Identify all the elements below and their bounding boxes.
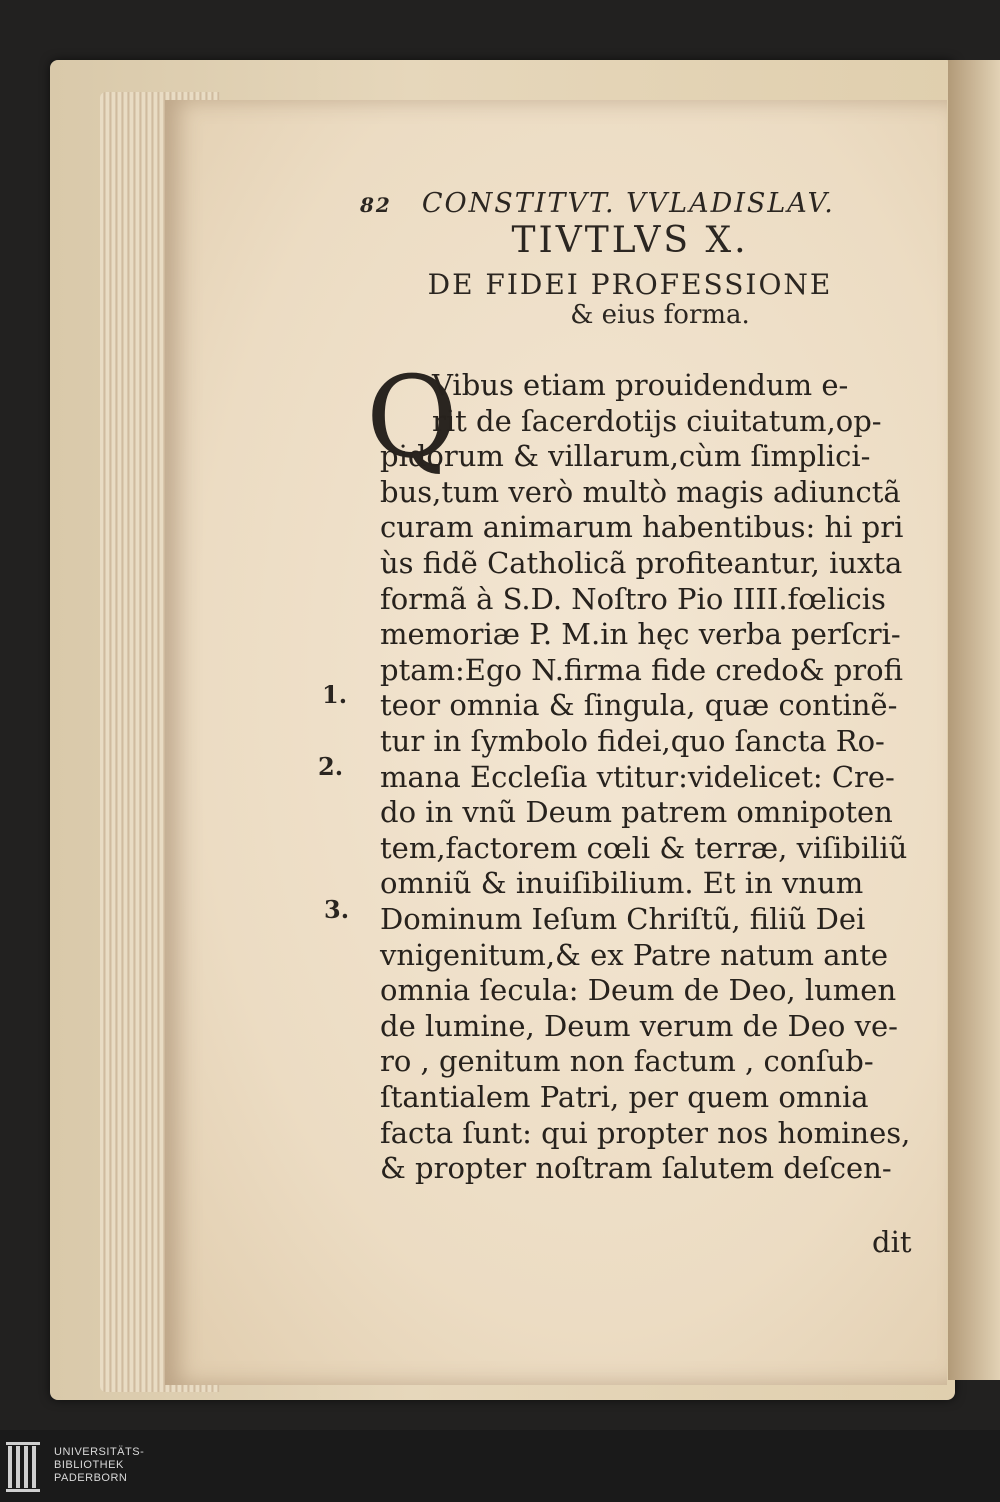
text-line: de lumine, Deum verum de Deo ve- (380, 1008, 898, 1043)
running-head (360, 188, 880, 219)
text-line: do in vnũ Deum patrem omnipoten (380, 795, 893, 830)
logo-text (54, 1446, 144, 1485)
catchword: dit (872, 1225, 912, 1259)
text-line: memoriæ P. M.in hęc verba perſcri- (380, 617, 901, 652)
text-line: ptam:Ego N.firma fide credo& profi (380, 652, 903, 687)
footer-bar (0, 1430, 1000, 1502)
text-line: vnigenitum,& ex Patre natum ante (380, 937, 889, 972)
text-line: ſtantialem Patri, per quem omnia (380, 1080, 869, 1114)
chapter-title: TIVTLVS X. (511, 220, 749, 261)
margin-number: 1. (322, 680, 348, 709)
text-line: ro , genitum non factum , conſub- (380, 1044, 874, 1079)
university-logo-icon (6, 1440, 44, 1495)
text-line: facta ſunt: qui propter nos homines, (380, 1115, 911, 1150)
text-line: & propter noſtram ſalutem deſcen- (380, 1151, 892, 1186)
logo-text-line: PADERBORN (54, 1472, 128, 1484)
chapter-subtitle-line2: & eius forma. (570, 300, 750, 330)
facing-page-edge (948, 60, 1000, 1380)
text-line: curam animarum habentibus: hi pri (380, 510, 904, 545)
text-line: tur in ſymbolo fidei,quo ſancta Ro- (380, 724, 885, 758)
text-line: formã à S.D. Noſtro Pio IIII.fœlicis (380, 581, 886, 616)
text-line: omniũ & inuiſibilium. Et in vnum (380, 866, 864, 901)
text-line: Dominum Ieſum Chriſtũ, filiũ Dei (380, 902, 866, 936)
logo-text-line: UNIVERSITÄTS- (54, 1446, 145, 1458)
logo-text-line: BIBLIOTHEK (54, 1459, 124, 1471)
page-number: 82 (360, 193, 392, 217)
text-line: Vibus etiam prouidendum e- (432, 368, 849, 402)
drop-cap: Q (366, 353, 458, 483)
text-line: tem,factorem cœli & terræ, viſibiliũ (380, 830, 908, 865)
running-head-text: CONSTITVT. VVLADISLAV. (421, 188, 835, 219)
text-line: rit de ſacerdotijs ciuitatum,op- (432, 403, 882, 438)
margin-number: 3. (324, 895, 350, 924)
text-line: omnia ſecula: Deum de Deo, lumen (380, 973, 897, 1008)
text-line: pidorum & villarum,cùm ſimplici- (380, 439, 871, 474)
text-line: ùs fidẽ Catholicã profiteantur, iuxta (380, 546, 903, 580)
margin-number: 2. (318, 752, 344, 781)
chapter-subtitle: DE FIDEI PROFESSIONE (427, 268, 833, 301)
text-line: bus,tum verò multò magis adiunctã (380, 474, 901, 509)
text-line: mana Eccleſia vtitur:videlicet: Cre- (380, 759, 895, 794)
text-line: teor omnia & ſingula, quæ continẽ- (380, 688, 898, 723)
